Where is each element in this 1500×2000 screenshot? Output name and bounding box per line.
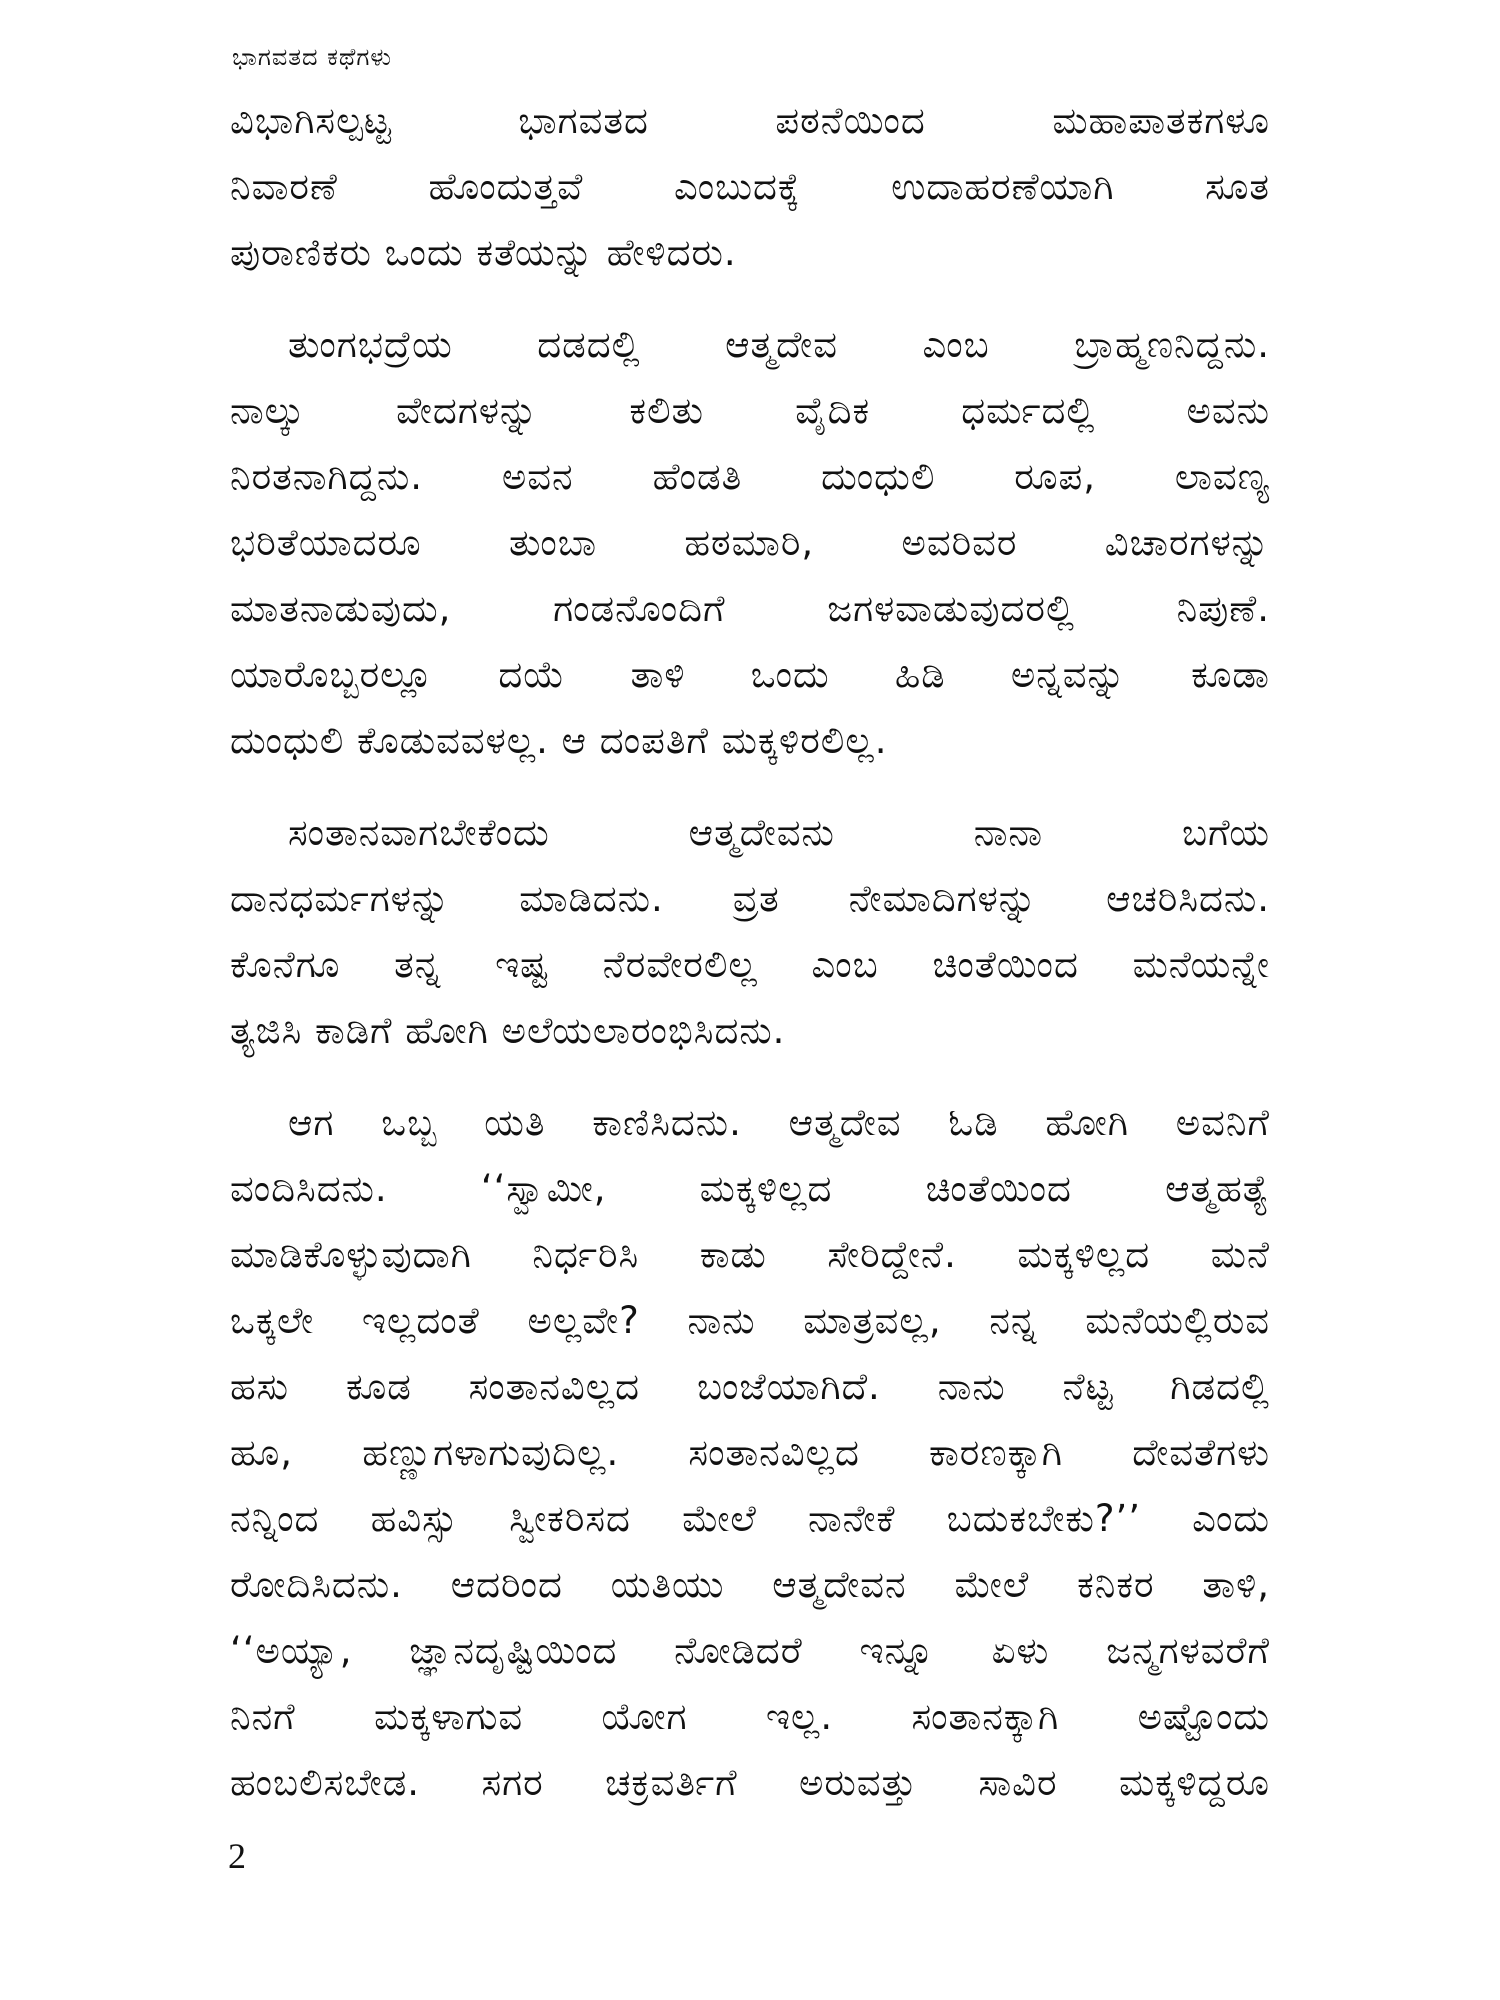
text-line: ನಿರತನಾಗಿದ್ದನು. ಅವನ ಹೆಂಡತಿ ದುಂಧುಲಿ ರೂಪ, ಲಾವಣ್ಯ: [230, 455, 1270, 498]
text-line: ರೋದಿಸಿದನು. ಆದರಿಂದ ಯತಿಯು ಆತ್ಮದೇವನ ಮೇಲೆ ಕನಿಕರ ತಾಳಿ,: [230, 1563, 1270, 1606]
text-line: ದುಂಧುಲಿ ಕೊಡುವವಳಲ್ಲ. ಆ ದಂಪತಿಗೆ ಮಕ್ಕಳಿರಲಿಲ್ಲ.: [230, 719, 888, 762]
paragraph-1: [230, 88, 1270, 286]
text-line: ಸಂತಾನವಾಗಬೇಕೆಂದು ಆತ್ಮದೇವನು ನಾನಾ ಬಗೆಯ: [288, 811, 1270, 854]
running-head: ಭಾಗವತದ ಕಥೆಗಳು: [232, 43, 393, 71]
text-line: ತುಂಗಭದ್ರೆಯ ದಡದಲ್ಲಿ ಆತ್ಮದೇವ ಎಂಬ ಬ್ರಾಹ್ಮಣನಿದ್ದನು.: [288, 323, 1270, 366]
text-line: ನನ್ನಿಂದ ಹವಿಸ್ಸು ಸ್ವೀಕರಿಸದ ಮೇಲೆ ನಾನೇಕೆ ಬದುಕಬೇಕು?’’ ಎಂದು: [230, 1497, 1270, 1540]
paragraph-3: [230, 800, 1270, 1064]
text-line: ವಿಭಾಗಿಸಲ್ಪಟ್ಟ ಭಾಗವತದ ಪಠನೆಯಿಂದ ಮಹಾಪಾತಕಗಳೂ: [230, 99, 1270, 142]
text-line: ನಿನಗೆ ಮಕ್ಕಳಾಗುವ ಯೋಗ ಇಲ್ಲ. ಸಂತಾನಕ್ಕಾಗಿ ಅಷ್ಟೊಂದು: [230, 1695, 1270, 1738]
text-line: ಹಸು ಕೂಡ ಸಂತಾನವಿಲ್ಲದ ಬಂಜೆಯಾಗಿದೆ. ನಾನು ನೆಟ್ಟ ಗಿಡದಲ್ಲಿ: [230, 1365, 1270, 1408]
text-line: ನಿವಾರಣೆ ಹೊಂದುತ್ತವೆ ಎಂಬುದಕ್ಕೆ ಉದಾಹರಣೆಯಾಗಿ ಸೂತ: [230, 165, 1270, 208]
paragraph-4: [230, 1090, 1270, 1816]
text-line: ದಾನಧರ್ಮಗಳನ್ನು ಮಾಡಿದನು. ವ್ರತ ನೇಮಾದಿಗಳನ್ನು ಆಚರಿಸಿದನು.: [230, 877, 1270, 920]
text-line: ತ್ಯಜಿಸಿ ಕಾಡಿಗೆ ಹೋಗಿ ಅಲೆಯಲಾರಂಭಿಸಿದನು.: [230, 1009, 786, 1052]
text-line: ಹೂ, ಹಣ್ಣುಗಳಾಗುವುದಿಲ್ಲ. ಸಂತಾನವಿಲ್ಲದ ಕಾರಣಕ್ಕಾಗಿ ದೇವತೆಗಳು: [230, 1431, 1270, 1474]
text-line: ವಂದಿಸಿದನು. ‘‘ಸ್ವಾಮೀ, ಮಕ್ಕಳಿಲ್ಲದ ಚಿಂತೆಯಿಂದ ಆತ್ಮಹತ್ಯೆ: [230, 1167, 1270, 1210]
body-text: [230, 88, 1270, 1842]
text-line: ಮಾಡಿಕೊಳ್ಳುವುದಾಗಿ ನಿರ್ಧರಿಸಿ ಕಾಡು ಸೇರಿದ್ದೇನೆ. ಮಕ್ಕಳಿಲ್ಲದ ಮನೆ: [230, 1233, 1270, 1276]
text-line: ನಾಲ್ಕು ವೇದಗಳನ್ನು ಕಲಿತು ವೈದಿಕ ಧರ್ಮದಲ್ಲಿ ಅವನು: [230, 389, 1270, 432]
text-line: ಪುರಾಣಿಕರು ಒಂದು ಕತೆಯನ್ನು ಹೇಳಿದರು.: [230, 231, 737, 274]
page-number: 2: [228, 1836, 246, 1876]
text-line: ಕೊನೆಗೂ ತನ್ನ ಇಷ್ಟ ನೆರವೇರಲಿಲ್ಲ ಎಂಬ ಚಿಂತೆಯಿಂದ ಮನೆಯನ್ನೇ: [230, 943, 1270, 986]
text-line: ‘‘ಅಯ್ಯಾ, ಜ್ಞಾನದೃಷ್ಟಿಯಿಂದ ನೋಡಿದರೆ ಇನ್ನೂ ಏಳು ಜನ್ಮಗಳವರೆಗೆ: [230, 1629, 1270, 1672]
text-line: ಮಾತನಾಡುವುದು, ಗಂಡನೊಂದಿಗೆ ಜಗಳವಾಡುವುದರಲ್ಲಿ ನಿಪುಣೆ.: [230, 587, 1270, 630]
text-line: ಹಂಬಲಿಸಬೇಡ. ಸಗರ ಚಕ್ರವರ್ತಿಗೆ ಅರುವತ್ತು ಸಾವಿರ ಮಕ್ಕಳಿದ್ದರೂ: [230, 1761, 1270, 1804]
paragraph-2: [230, 312, 1270, 774]
text-line: ಯಾರೊಬ್ಬರಲ್ಲೂ ದಯೆ ತಾಳಿ ಒಂದು ಹಿಡಿ ಅನ್ನವನ್ನು ಕೂಡಾ: [230, 653, 1270, 696]
text-line: ಆಗ ಒಬ್ಬ ಯತಿ ಕಾಣಿಸಿದನು. ಆತ್ಮದೇವ ಓಡಿ ಹೋಗಿ ಅವನಿಗೆ: [288, 1101, 1270, 1144]
text-line: ಭರಿತೆಯಾದರೂ ತುಂಬಾ ಹಠಮಾರಿ, ಅವರಿವರ ವಿಚಾರಗಳನ್ನು: [230, 521, 1270, 564]
text-line: ಒಕ್ಕಲೇ ಇಲ್ಲದಂತೆ ಅಲ್ಲವೇ? ನಾನು ಮಾತ್ರವಲ್ಲ, ನನ್ನ ಮನೆಯಲ್ಲಿರುವ: [230, 1299, 1270, 1342]
